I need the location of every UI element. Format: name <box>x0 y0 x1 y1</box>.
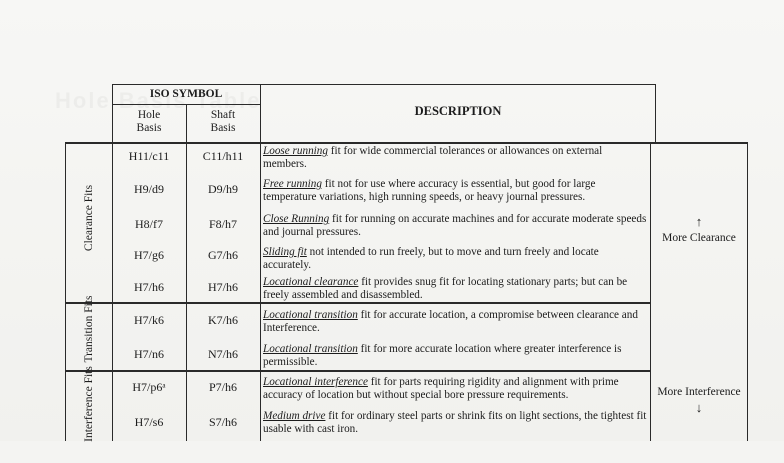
table-top-border <box>112 84 655 85</box>
row-1-shaft: C11/h11 <box>202 149 244 163</box>
row-6-hole: H7/k6 <box>134 313 164 327</box>
row-7-hole: H7/n6 <box>134 347 164 361</box>
row-6-term: Locational transition <box>263 309 358 321</box>
transition-fits-label: Transition Fits <box>83 295 95 363</box>
row-1-text: fit for wide commercial tolerances or allowances on external members. <box>263 145 603 170</box>
row-3-description <box>263 213 647 238</box>
hole-basis-header: Hole Basis <box>136 109 162 134</box>
more-interference-label: More Interference <box>657 386 741 398</box>
clearance-fits-label: Clearance Fits <box>83 184 95 252</box>
row-1-description <box>263 145 647 170</box>
shaft-desc-divider <box>260 84 261 441</box>
row-7-term: Locational transition <box>263 343 358 355</box>
row-9-shaft: S7/h6 <box>208 415 237 429</box>
row-8-term: Locational interference <box>263 376 368 388</box>
row-8-shaft: P7/h6 <box>208 380 237 394</box>
row-6-shaft: K7/h6 <box>208 313 238 327</box>
row-2-hole: H9/d9 <box>134 182 164 196</box>
row-4-hole: H7/g6 <box>134 248 164 262</box>
row-7-description <box>263 343 647 368</box>
iso-symbol-header: ISO SYMBOL <box>149 88 223 100</box>
left-outer-border <box>65 142 66 441</box>
row-4-text: not intended to run freely, but to move and turn freely and locate accurately. <box>263 246 599 271</box>
row-5-hole: H7/h6 <box>134 280 164 294</box>
row-4-shaft: G7/h6 <box>208 248 238 262</box>
row-3-shaft: F8/h7 <box>208 217 237 231</box>
row-7-text: fit for more accurate location where greater interference is permissible. <box>263 343 622 368</box>
row-6-description <box>263 309 647 334</box>
shaft-basis-header: Shaft Basis <box>210 109 236 134</box>
description-header: DESCRIPTION <box>414 104 502 118</box>
row-8-description <box>263 376 647 401</box>
row-3-text: fit for running on accurate machines and for accurate moderate speeds and journal pressures. <box>263 213 647 238</box>
row-9-hole: H7/s6 <box>134 415 164 429</box>
row-5-term: Locational clearance <box>263 276 359 288</box>
row-7-shaft: N7/h6 <box>208 347 238 361</box>
row-6-text: fit for accurate location, a compromise between clearance and Interference. <box>263 309 638 334</box>
row-5-text: fit provides snug fit for locating stationary parts; but can be freely assembled and disassembled. <box>263 276 628 301</box>
row-1-hole: H11/c11 <box>128 149 170 163</box>
row-2-text: fit not for use where accuracy is essential, but good for large temperature variations, high running speeds, or heavy journal pressures. <box>263 178 596 203</box>
row-5-shaft: H7/h6 <box>208 280 238 294</box>
row-4-description <box>263 246 647 271</box>
row-2-shaft: D9/h9 <box>208 182 238 196</box>
hole-shaft-divider <box>186 104 187 441</box>
row-2-term: Free running <box>263 178 322 190</box>
row-9-description <box>263 410 647 435</box>
row-8-text: fit for parts requiring rigidity and alignment with prime accuracy of location but without special bore pressure requirements. <box>263 376 619 401</box>
row-4-term: Sliding fit <box>263 246 307 258</box>
interference-fits-label: Interference Fits <box>83 366 95 442</box>
row-8-hole: H7/p6ᵃ <box>132 380 166 394</box>
row-9-text: fit for ordinary steel parts or shrink fits on light sections, the tightest fit usable with cast iron. <box>263 410 647 435</box>
transition-bottom-border <box>65 370 650 372</box>
row-2-description <box>263 178 647 203</box>
row-3-hole: H8/f7 <box>135 217 163 231</box>
more-clearance-label: More Clearance <box>662 232 736 244</box>
arrow-down-icon: ↓ <box>695 400 703 415</box>
row-3-term: Close Running <box>263 213 330 225</box>
group-col-border <box>112 84 113 441</box>
row-1-term: Loose running <box>263 145 328 157</box>
header-bottom-border <box>65 142 747 144</box>
row-9-term: Medium drive <box>263 410 326 422</box>
row-5-description <box>263 276 647 301</box>
side-right-border <box>747 142 748 441</box>
clearance-bottom-border <box>65 302 650 304</box>
arrow-up-icon: ↑ <box>695 214 703 229</box>
desc-right-border <box>655 84 656 144</box>
